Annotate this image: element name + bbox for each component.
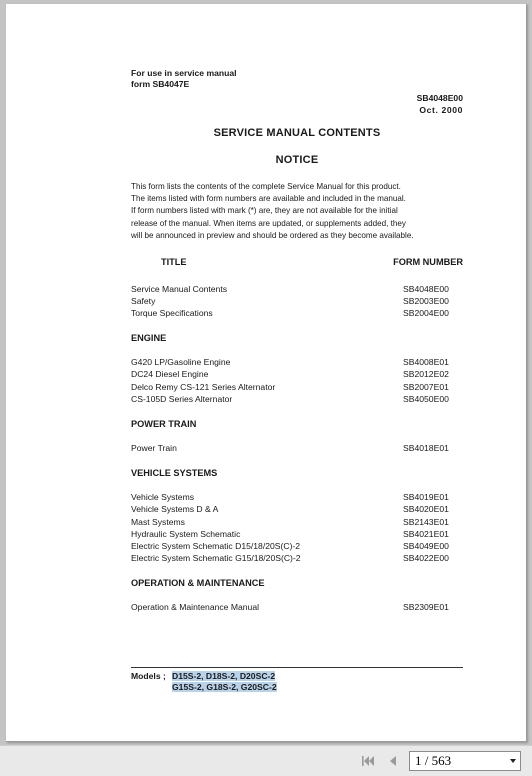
chevron-down-icon[interactable] xyxy=(510,759,516,763)
item-form: SB4048E00 xyxy=(403,284,449,294)
prev-page-button[interactable] xyxy=(386,754,400,768)
notice-line: This form lists the contents of the complete Service Manual for this product. xyxy=(131,182,401,191)
notice-heading: NOTICE xyxy=(275,154,319,166)
notice-paragraph xyxy=(131,181,471,242)
item-form: SB2004E00 xyxy=(403,308,449,318)
divider-rule xyxy=(131,667,463,668)
item-title: Vehicle Systems D & A xyxy=(131,504,219,514)
notice-line: will be announced in preview and should be ordered as they become available. xyxy=(131,230,414,240)
item-form: SB4050E00 xyxy=(403,394,449,404)
item-form: SB4021E01 xyxy=(403,529,449,539)
item-form: SB2007E01 xyxy=(403,382,449,392)
section-heading-operation-maintenance: OPERATION & MAINTENANCE xyxy=(131,578,265,588)
item-title: Vehicle Systems xyxy=(131,492,195,502)
item-title: Power Train xyxy=(131,443,177,453)
use-line-1: For use in service manual xyxy=(131,68,237,78)
item-title: DC24 Diesel Engine xyxy=(131,369,209,379)
models-line-1 xyxy=(172,671,275,681)
item-form: SB4022E00 xyxy=(403,553,449,563)
item-title: Mast Systems xyxy=(131,517,185,527)
item-title: Hydraulic System Schematic xyxy=(131,529,241,539)
document-page xyxy=(6,4,527,742)
item-title: Electric System Schematic D15/18/20S(C)-2 xyxy=(131,541,301,551)
item-title: Delco Remy CS-121 Series Alternator xyxy=(131,382,276,392)
models-line-2-text: G15S-2, G18S-2, G20SC-2 xyxy=(172,682,277,692)
notice-line: release of the manual. When items are updated, or supplements added, they xyxy=(131,218,406,228)
item-title: Service Manual Contents xyxy=(131,284,228,294)
item-title: Operation & Maintenance Manual xyxy=(131,602,260,612)
page-number-display: 1 / 563 xyxy=(415,753,452,768)
item-form: SB2012E02 xyxy=(403,369,449,379)
page-number-select[interactable] xyxy=(409,751,521,771)
use-line-2: form SB4047E xyxy=(131,79,190,89)
section-heading-vehicle-systems: VEHICLE SYSTEMS xyxy=(131,468,218,478)
prev-page-icon xyxy=(386,754,400,768)
viewer-toolbar xyxy=(0,745,532,776)
item-form: SB4019E01 xyxy=(403,492,449,502)
section-heading-power-train: POWER TRAIN xyxy=(131,419,197,429)
section-heading-engine: ENGINE xyxy=(131,333,167,343)
item-form: SB4018E01 xyxy=(403,443,449,453)
column-header-form-number: FORM NUMBER xyxy=(393,257,463,267)
models-label: Models ; xyxy=(131,671,166,681)
item-title: CS-105D Series Alternator xyxy=(131,394,233,404)
column-header-title: TITLE xyxy=(161,257,187,267)
first-page-button[interactable] xyxy=(361,754,375,768)
item-form: SB2309E01 xyxy=(403,602,449,612)
item-form: SB4020E01 xyxy=(403,504,449,514)
first-page-icon xyxy=(361,754,375,768)
form-number: SB4048E00 xyxy=(416,93,463,103)
item-form: SB4049E00 xyxy=(403,541,449,551)
models-line-2 xyxy=(172,682,277,692)
item-title: Torque Specifications xyxy=(131,308,213,318)
notice-line: The items listed with form numbers are available and included in the manual. xyxy=(131,194,406,204)
item-form: SB2143E01 xyxy=(403,517,449,527)
item-title: G420 LP/Gasoline Engine xyxy=(131,357,231,367)
item-title: Electric System Schematic G15/18/20S(C)-2 xyxy=(131,553,301,563)
notice-line: If form numbers listed with mark (*) are, they are not available for the initial xyxy=(131,206,398,216)
page-title: SERVICE MANUAL CONTENTS xyxy=(213,127,381,139)
item-title: Safety xyxy=(131,296,156,306)
models-line-1-text: D15S-2, D18S-2, D20SC-2 xyxy=(172,671,276,681)
item-form: SB2003E00 xyxy=(403,296,449,306)
document-date: Oct. 2000 xyxy=(419,105,463,115)
item-form: SB4008E01 xyxy=(403,357,449,367)
